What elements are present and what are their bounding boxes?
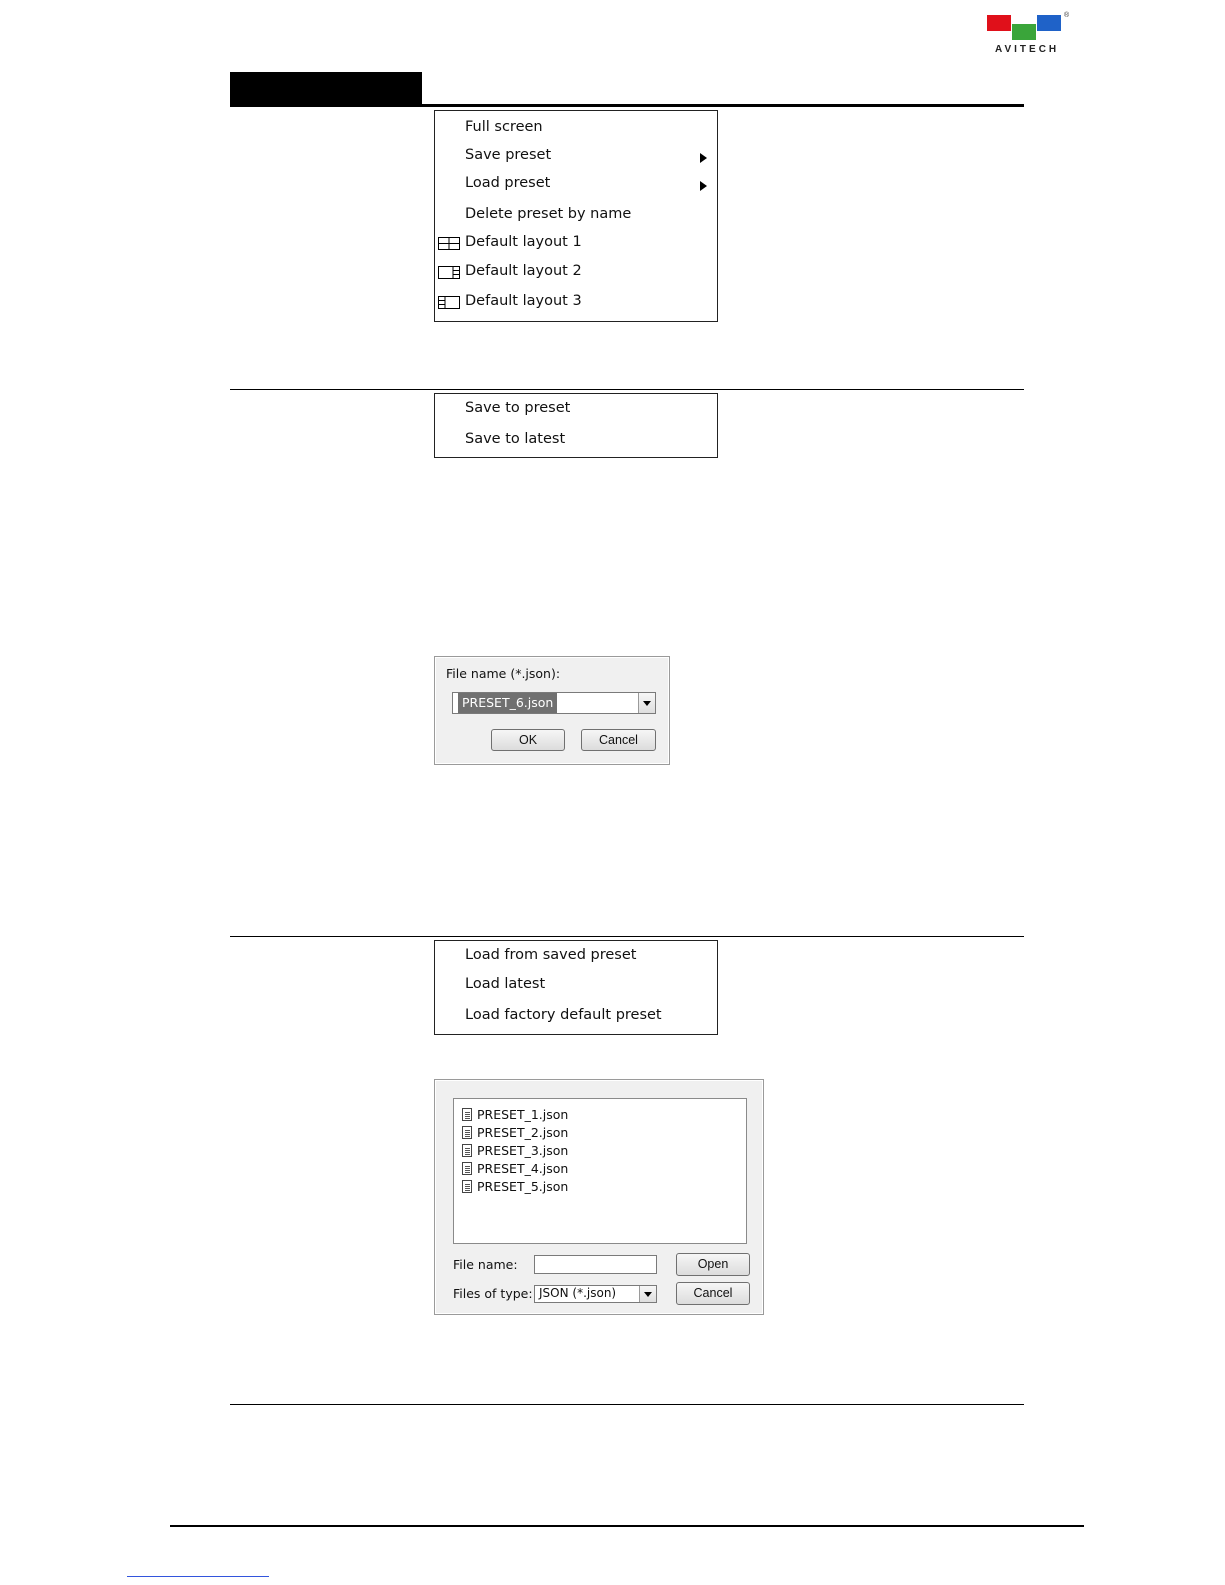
file-list-item-label: PRESET_1.json [477, 1107, 569, 1122]
ok-button[interactable] [491, 729, 565, 751]
file-name-input[interactable] [534, 1255, 657, 1274]
menu-item-load-latest[interactable] [435, 974, 717, 998]
document-icon [462, 1162, 472, 1175]
menu-item-label: Delete preset by name [465, 206, 632, 222]
menu-item-label: Save to latest [465, 431, 566, 447]
menu-item-load-factory-default[interactable] [435, 1005, 717, 1029]
file-list[interactable] [453, 1098, 747, 1244]
menu-item-save-to-latest[interactable] [435, 429, 717, 453]
open-button-label: Open [697, 1257, 729, 1271]
menu-item-label: Default layout 1 [465, 234, 582, 250]
menu-item-load-from-saved-preset[interactable] [435, 945, 717, 969]
file-name-label: File name (*.json): [446, 666, 561, 681]
submenu-arrow-icon [700, 181, 707, 191]
logo-blue-square [1037, 15, 1061, 31]
chevron-down-icon[interactable] [639, 1286, 656, 1302]
menu-item-default-layout-3[interactable] [435, 291, 717, 315]
menu-item-label: Default layout 3 [465, 293, 582, 309]
menu-item-label: Load latest [465, 976, 546, 992]
document-icon [462, 1108, 472, 1121]
menu-item-label: Full screen [465, 119, 543, 135]
section-header-rule [230, 104, 1024, 107]
file-type-selected-value: JSON (*.json) [539, 1286, 617, 1300]
open-button[interactable] [676, 1253, 750, 1276]
save-preset-dialog [434, 656, 670, 765]
document-icon [462, 1144, 472, 1157]
menu-item-label: Load factory default preset [465, 1007, 662, 1023]
submenu-arrow-icon [700, 153, 707, 163]
file-list-item-label: PRESET_3.json [477, 1143, 569, 1158]
section-rule [230, 389, 1024, 390]
ok-button-label: OK [518, 733, 538, 747]
menu-item-delete-preset[interactable] [435, 204, 717, 228]
section-rule [230, 936, 1024, 937]
file-name-selected-text: PRESET_6.json [458, 693, 557, 713]
context-menu-view [434, 110, 718, 322]
grid-four-icon [438, 237, 460, 250]
chevron-down-icon[interactable] [638, 693, 655, 713]
menu-item-label: Save preset [465, 147, 552, 163]
menu-item-save-to-preset[interactable] [435, 398, 717, 422]
document-icon [462, 1126, 472, 1139]
menu-item-save-preset[interactable] [435, 145, 717, 169]
cancel-button-label: Cancel [599, 733, 638, 747]
file-type-label: Files of type: [453, 1286, 533, 1301]
menu-item-label: Load from saved preset [465, 947, 637, 963]
section-header-tab [230, 72, 422, 106]
file-list-item-label: PRESET_5.json [477, 1179, 569, 1194]
file-name-label: File name: [453, 1257, 518, 1272]
menu-item-label: Save to preset [465, 400, 571, 416]
menu-item-default-layout-1[interactable] [435, 232, 717, 256]
logo-registered-mark: ® [1064, 12, 1070, 19]
cancel-button[interactable] [676, 1282, 750, 1305]
menu-item-label: Default layout 2 [465, 263, 582, 279]
file-list-item-label: PRESET_2.json [477, 1125, 569, 1140]
split-left-icon [438, 296, 460, 309]
logo-red-square [987, 15, 1011, 31]
file-list-item-label: PRESET_4.json [477, 1161, 569, 1176]
split-right-icon [438, 266, 460, 279]
footer-rule [170, 1525, 1084, 1527]
document-icon [462, 1180, 472, 1193]
context-menu-load-preset [434, 940, 718, 1035]
section-rule [230, 1404, 1024, 1405]
file-type-select[interactable] [534, 1285, 657, 1303]
logo-text: AVITECH [995, 44, 1060, 55]
cancel-button[interactable] [581, 729, 656, 751]
menu-item-label: Load preset [465, 175, 551, 191]
menu-item-default-layout-2[interactable] [435, 261, 717, 285]
cancel-button-label: Cancel [693, 1286, 733, 1300]
file-name-combobox[interactable] [452, 692, 656, 714]
menu-item-load-preset[interactable] [435, 173, 717, 197]
footer-link-underline[interactable] [127, 1576, 269, 1577]
menu-item-full-screen[interactable] [435, 117, 717, 141]
open-preset-dialog [434, 1079, 764, 1315]
context-menu-save-preset [434, 393, 718, 458]
logo-green-square [1012, 24, 1036, 40]
